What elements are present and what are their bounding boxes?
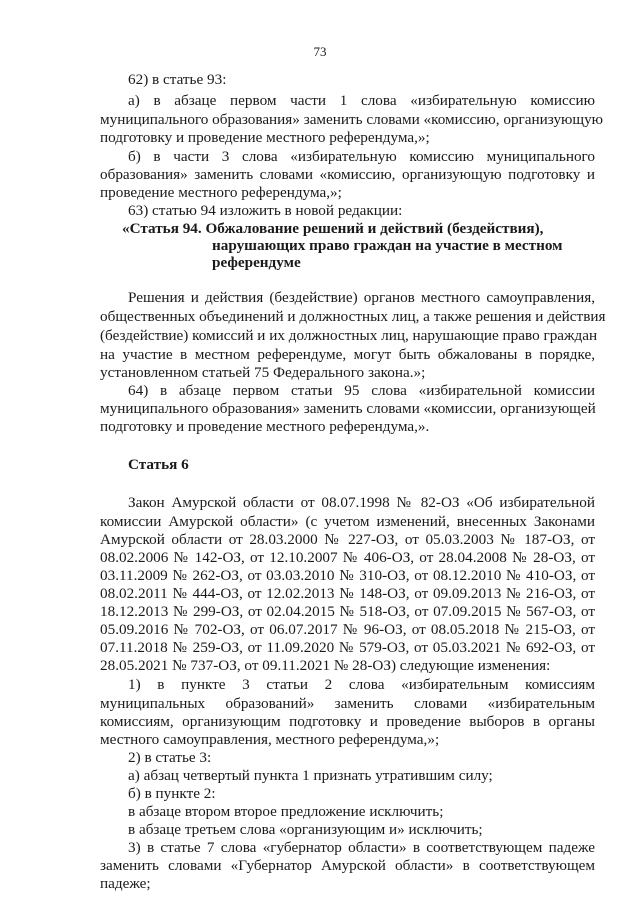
- text-line: установленном статьей 75 Федерального закона.»;: [100, 364, 426, 381]
- text-line: б) в пункте 2:: [128, 785, 216, 802]
- text-line: 08.02.2011 № 444-ОЗ, от 12.02.2013 № 148-ОЗ, от 09.09.2013 № 216-ОЗ, от: [100, 585, 595, 602]
- text-line: муниципальных образований» заменить словами «избирательным: [100, 695, 595, 712]
- text-line: местного самоуправления, местного референдума,»;: [100, 731, 440, 748]
- text-line: на участие в местном референдуме, могут быть обжалованы в порядке,: [100, 346, 595, 363]
- text-line: Амурской области от 28.03.2000 № 227-ОЗ, от 05.03.2003 № 187-ОЗ, от: [100, 531, 595, 548]
- text-line: муниципального образования» заменить словами «комиссии, организующей: [100, 400, 596, 417]
- article-heading: референдуме: [212, 254, 301, 271]
- article-heading: Статья 6: [128, 456, 189, 473]
- text-line: падеже;: [100, 875, 151, 892]
- text-line: комиссии Амурской области» (с учетом изменений, внесенных Законами: [100, 513, 595, 530]
- page-number: 73: [313, 44, 327, 59]
- text-line: 18.12.2013 № 299-ОЗ, от 02.04.2015 № 518-ОЗ, от 07.09.2015 № 567-ОЗ, от: [100, 603, 595, 620]
- article-heading: нарушающих право граждан на участие в местном: [212, 237, 563, 254]
- text-line: образования» заменить словами «комиссию, организующую подготовку и: [100, 166, 595, 183]
- text-line: 1) в пункте 3 статьи 2 слова «избирательным комиссиям: [128, 676, 595, 693]
- text-line: в абзаце третьем слова «организующим и» исключить;: [128, 821, 483, 838]
- text-line: комиссиям, организующим подготовку и проведение выборов в органы: [100, 713, 595, 730]
- text-line: 03.11.2009 № 262-ОЗ, от 03.03.2010 № 310-ОЗ, от 08.12.2010 № 410-ОЗ, от: [100, 567, 595, 584]
- text-line: муниципального образования» заменить словами «комиссию, организующую: [100, 111, 604, 128]
- text-line: б) в части 3 слова «избирательную комиссию муниципального: [128, 148, 595, 165]
- text-line: общественных объединений и должностных лиц, а также решения и действия: [100, 308, 606, 325]
- text-line: 05.09.2016 № 702-ОЗ, от 06.07.2017 № 96-ОЗ, от 08.05.2018 № 215-ОЗ, от: [100, 621, 595, 638]
- text-line: проведение местного референдума,»;: [100, 184, 342, 201]
- text-line: (бездействие) комиссий и их должностных лиц, нарушающие право граждан: [100, 327, 598, 344]
- text-line: 3) в статье 7 слова «губернатор области» в соответствующем падеже: [128, 839, 595, 856]
- text-line: а) в абзаце первом части 1 слова «избирательную комиссию: [128, 92, 595, 109]
- text-line: подготовку и проведение местного референдума,».: [100, 418, 430, 435]
- text-line: Решения и действия (бездействие) органов местного самоуправления,: [128, 289, 595, 306]
- text-line: 08.02.2006 № 142-ОЗ, от 12.10.2007 № 406-ОЗ, от 28.04.2008 № 28-ОЗ, от: [100, 549, 595, 566]
- text-line: 28.05.2021 № 737-ОЗ, от 09.11.2021 № 28-ОЗ) следующие изменения:: [100, 657, 551, 674]
- text-line: подготовку и проведение местного референдума,»;: [100, 129, 430, 146]
- article-heading: «Статья 94. Обжалование решений и действий (бездействия),: [122, 220, 544, 237]
- text-line: Закон Амурской области от 08.07.1998 № 82-ОЗ «Об избирательной: [128, 494, 595, 511]
- text-line: а) абзац четвертый пункта 1 признать утратившим силу;: [128, 767, 493, 784]
- text-line: 62) в статье 93:: [128, 71, 227, 88]
- text-line: 64) в абзаце первом статьи 95 слова «избирательной комиссии: [128, 382, 595, 399]
- text-line: 2) в статье 3:: [128, 749, 212, 766]
- text-line: заменить словами «Губернатор Амурской области» в соответствующем: [100, 857, 595, 874]
- text-line: 07.11.2018 № 259-ОЗ, от 11.09.2020 № 579-ОЗ, от 05.03.2021 № 692-ОЗ, от: [100, 639, 595, 656]
- text-line: 63) статью 94 изложить в новой редакции:: [128, 202, 403, 219]
- text-line: в абзаце втором второе предложение исключить;: [128, 803, 444, 820]
